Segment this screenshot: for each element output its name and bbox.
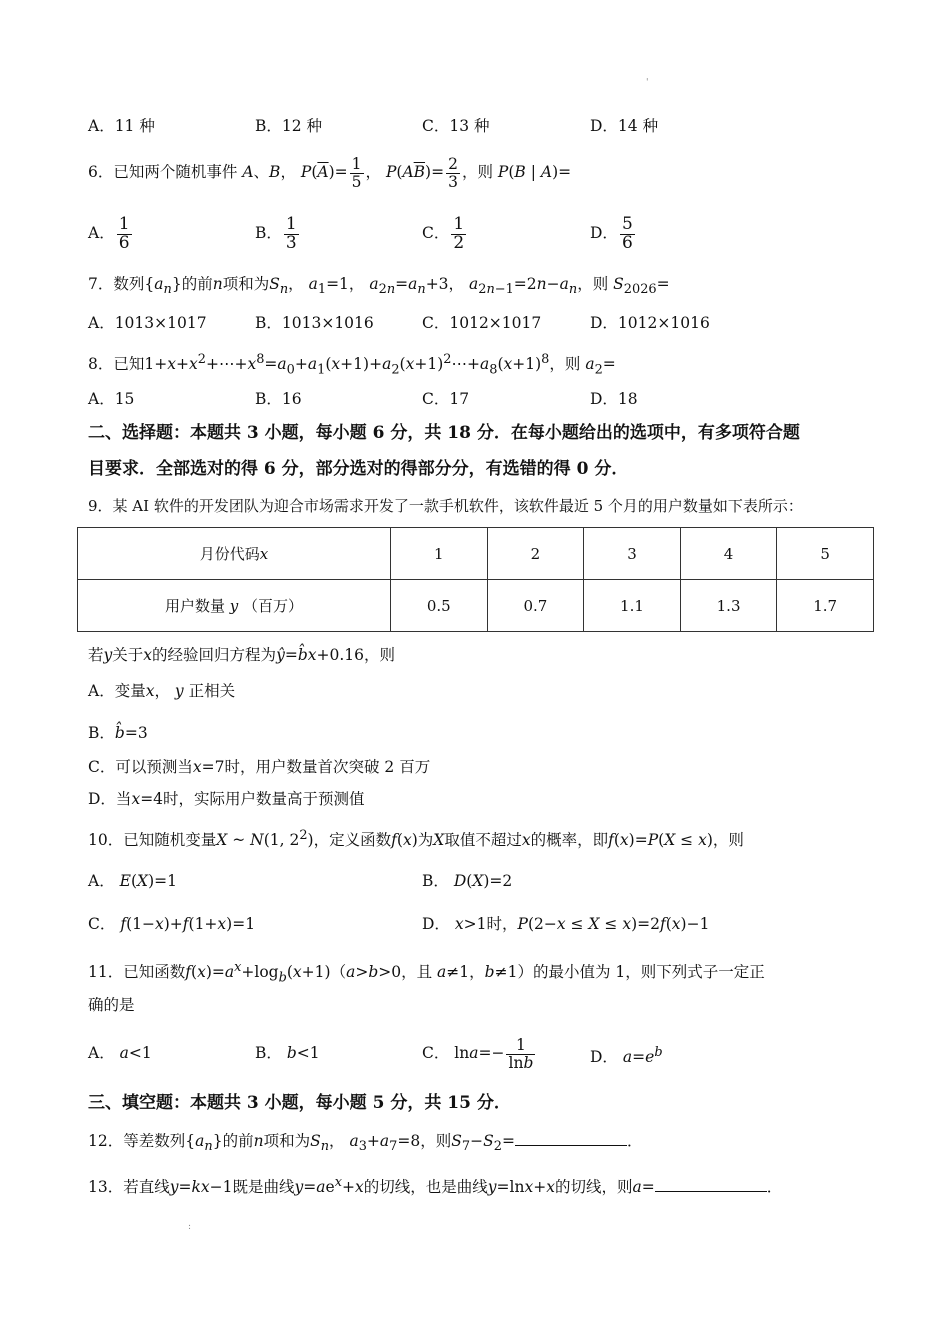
q9-option-b[interactable]: B．b̂=3 xyxy=(88,724,148,742)
table-cell: 1 xyxy=(391,528,488,580)
q7-option-a[interactable]: A．1013×1017 xyxy=(88,314,207,332)
table-cell: 1.1 xyxy=(584,580,681,632)
q8-option-b[interactable]: B．16 xyxy=(255,390,302,408)
q9-stem: 9．某 AI 软件的开发团队为迎合市场需求开发了一款手机软件，该软件最近 5 个月的用户数量如下表所示： xyxy=(88,497,803,515)
q11-option-b[interactable]: B． b<1 xyxy=(255,1044,320,1062)
q5-option-d[interactable]: D．14 种 xyxy=(590,117,659,135)
q11-option-c[interactable]: C． lna=− $\frac{1}{\ln b}$ xyxy=(422,1036,534,1072)
table-header-month: 月份代码x xyxy=(78,528,391,580)
table-cell: 0.5 xyxy=(391,580,488,632)
q9-option-c[interactable]: C．可以预测当x=7时，用户数量首次突破 2 百万 xyxy=(88,758,431,776)
q9-option-d[interactable]: D．当x=4时，实际用户数量高于预测值 xyxy=(88,790,365,808)
q6-stem: 6．已知两个随机事件 A、B， $P(\overline{A})=$ $\frac{1}{5}$ ， $P(A\overline{B})=$ $\frac{2}{3}$ ，则 P(B | A)= xyxy=(88,155,572,191)
table-row xyxy=(78,528,874,580)
table-header-users: 用户数量 y （百万） xyxy=(78,580,391,632)
q10-option-d[interactable]: D． x>1时，P(2−x ≤ X ≤ x)=2f(x)−1 xyxy=(422,915,710,933)
q11-stem-line2: 确的是 xyxy=(88,996,135,1014)
q7-option-b[interactable]: B．1013×1016 xyxy=(255,314,374,332)
table-cell: 5 xyxy=(777,528,874,580)
section2-title-line1: 二、选择题：本题共 3 小题，每小题 6 分，共 18 分．在每小题给出的选项中，有多项符合题 xyxy=(88,423,800,443)
q12-stem: 12．等差数列$\{a_n\}$的前n项和为$S_n$， $a_3+a_7=8$，则$S_7-S_2=$ ． xyxy=(88,1129,880,1159)
q8-stem: 8．已知$1+x+x^2+\cdots+x^8=a_0+a_1(x+1)+a_2(x+1)^2\cdots+a_8(x+1)^8$，则 $a_2=$ xyxy=(88,352,616,378)
section2-title-line2: 目要求．全部选对的得 6 分，部分选对的得部分分，有选错的得 0 分． xyxy=(88,459,629,479)
q9-condition: 若y关于x的经验回归方程为ŷ=b̂x+0.16，则 xyxy=(88,646,396,664)
q9-option-a[interactable]: A．变量x， y 正相关 xyxy=(88,682,236,700)
q13-answer-blank[interactable] xyxy=(655,1175,767,1192)
q5-option-a[interactable]: A．11 种 xyxy=(88,117,155,135)
table-cell: 1.3 xyxy=(680,580,777,632)
q10-stem: 10．已知随机变量X ~ N(1, $2^2$)，定义函数f(x)为X取值不超过x的概率，即f(x)=P(X ≤ x)，则 xyxy=(88,828,744,850)
table-cell: 0.7 xyxy=(487,580,584,632)
table-row xyxy=(78,580,874,632)
q11-option-a[interactable]: A． a<1 xyxy=(88,1044,152,1062)
table-cell: 3 xyxy=(584,528,681,580)
q10-option-a[interactable]: A． E(X)=1 xyxy=(88,872,177,890)
q8-option-c[interactable]: C．17 xyxy=(422,390,470,408)
q12-answer-blank[interactable] xyxy=(515,1129,627,1146)
q8-option-d[interactable]: D．18 xyxy=(590,390,638,408)
q6-option-b[interactable]: B． $\frac{1}{3}$ xyxy=(255,213,297,253)
decorative-mark-top: ' xyxy=(646,78,649,88)
q11-option-d[interactable]: D． $a=e^b$ xyxy=(590,1045,663,1067)
q10-option-c[interactable]: C． f(1−x)+f(1+x)=1 xyxy=(88,915,256,933)
q13-stem: 13．若直线y=kx−1既是曲线$y=ae^x+x$的切线，也是曲线y=lnx+x的切线，则a= ． xyxy=(88,1175,783,1197)
section3-title: 三、填空题：本题共 3 小题，每小题 5 分，共 15 分． xyxy=(88,1093,511,1113)
decorative-mark-bottom: : xyxy=(188,1222,192,1232)
table-cell: 2 xyxy=(487,528,584,580)
q5-option-c[interactable]: C．13 种 xyxy=(422,117,490,135)
q6-option-a[interactable]: A． $\frac{1}{6}$ xyxy=(88,213,130,253)
q11-stem: 11．已知函数$f(x)=a^x+\log_b(x+1)(a>b>0$，且 a≠1，b≠1）的最小值为 1，则下列式子一定正 xyxy=(88,960,765,986)
q10-option-b[interactable]: B． D(X)=2 xyxy=(422,872,513,890)
q6-option-d[interactable]: D． $\frac{5}{6}$ xyxy=(590,213,633,253)
table-cell: 4 xyxy=(680,528,777,580)
q7-option-d[interactable]: D．1012×1016 xyxy=(590,314,710,332)
q8-option-a[interactable]: A．15 xyxy=(88,390,135,408)
q7-stem: 7．数列$\{a_n\}$的前n项和为$S_n$， $a_1=1$， $a_{2n}=a_n+3$， $a_{2n-1}=2n-a_n$，则 $S_{2026}=$ xyxy=(88,275,670,298)
q9-data-table xyxy=(77,527,874,632)
q7-option-c[interactable]: C．1012×1017 xyxy=(422,314,542,332)
q5-option-b[interactable]: B．12 种 xyxy=(255,117,323,135)
q6-option-c[interactable]: C． $\frac{1}{2}$ xyxy=(422,213,465,253)
table-cell: 1.7 xyxy=(777,580,874,632)
